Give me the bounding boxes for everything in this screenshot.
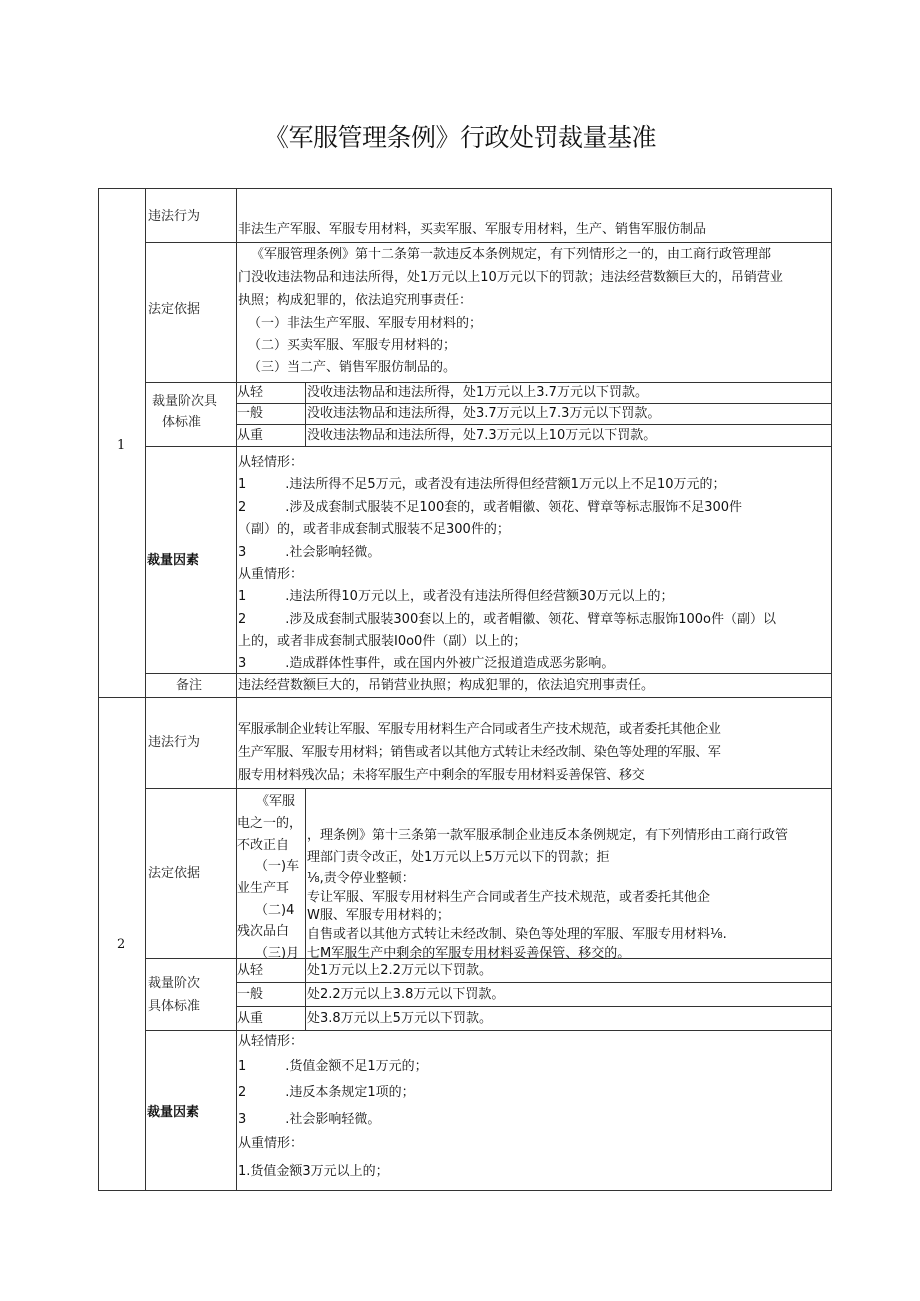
level-name: 一般 [237, 987, 264, 1002]
level-name: 从重 [237, 428, 264, 443]
entry-number: 2 [117, 937, 126, 952]
factors-label: 裁量因素 [147, 1105, 200, 1120]
factor-line: 3 .社会影响轻微。 [238, 1112, 381, 1127]
level-standard-label: 体标准 [162, 415, 202, 430]
legal-basis-line: 理部门责令改正，处1万元以上5万元以下的罚款；拒 [307, 850, 610, 865]
factor-line: 3 .社会影响轻微。 [238, 545, 381, 560]
level-row-divider [236, 1006, 832, 1007]
legal-basis-label: 法定依据 [148, 302, 201, 317]
legal-basis-line: 七M军服生产中剩余的军服专用材料妥善保管、移交的。 [307, 946, 631, 961]
legal-basis-line: ⅛,责令停业整顿： [307, 871, 415, 886]
factor-line: 从重情形： [238, 1136, 304, 1151]
level-content: 没收违法物品和违法所得，处3.7万元以上7.3万元以下罚款。 [307, 406, 661, 421]
level-divider-1 [305, 382, 306, 446]
legal-basis-line: ，理条例》第十三条第一款军服承制企业违反本条例规定，有下列情形由工商行政管 [307, 828, 789, 843]
violation-text: 非法生产军服、军服专用材料，买卖军服、军服专用材料，生产、销售军服仿制品 [238, 222, 707, 237]
basis-split-divider-2 [305, 788, 306, 958]
factor-line: 1.货值金额3万元以上的； [238, 1164, 389, 1179]
number-column-divider [145, 188, 146, 1191]
factors-label: 裁量因素 [147, 553, 200, 568]
row-divider [145, 788, 832, 789]
level-standard-label: 裁量阶次 [148, 976, 201, 991]
remarks-text: 违法经营数额巨大的，吊销营业执照；构成犯罪的，依法追究刑事责任。 [238, 678, 655, 693]
legal-basis-left: （二)4 [255, 903, 295, 918]
level-standard-label: 具体标准 [148, 999, 201, 1014]
level-content: 没收违法物品和违法所得，处1万元以上3.7万元以下罚款。 [307, 385, 648, 400]
factor-line: 从重情形： [238, 567, 304, 582]
row-divider [145, 242, 832, 243]
legal-basis-line: 门没收违法物品和违法所得，处1万元以上10万元以下的罚款；违法经营数额巨大的，吊销营业 [238, 270, 783, 285]
legal-basis-line: （三）当二产、销售军服仿制品的。 [248, 360, 457, 375]
legal-basis-left: 业生产耳 [237, 881, 290, 896]
violation-line: 服专用材料残次品；未将军服生产中剩余的军服专用材料妥善保管、移交 [238, 768, 645, 783]
factor-line: （副）的，或者非成套制式服装不足300件的； [238, 522, 510, 537]
factor-line: 2 .涉及成套制式服装300套以上的，或者帽徽、领花、臂章等标志服饰100o件（副）以 [238, 612, 776, 627]
level-name: 从轻 [237, 963, 264, 978]
factor-line: 从轻情形： [238, 1034, 304, 1049]
factor-line: 1 .违法所得不足5万元，或者没有违法所得但经营额1万元以上不足10万元的； [238, 477, 726, 492]
legal-basis-label: 法定依据 [148, 866, 201, 881]
factor-line: 1 .违法所得10万元以上，或者没有违法所得但经营额30万元以上的； [238, 589, 674, 604]
legal-basis-line: 专让军服、军服专用材料生产合同或者生产技术规范，或者委托其他企 [307, 890, 711, 905]
factor-line: 2 .涉及成套制式服装不足100套的，或者帽徽、领花、臂章等标志服饰不足300件 [238, 500, 743, 515]
factor-line: 上的，或者非成套制式服装I0o0件（副）以上的； [238, 634, 527, 649]
factor-line: 从轻情形： [238, 455, 304, 470]
factor-line: 2 .违反本条规定1项的； [238, 1085, 415, 1100]
level-content: 处2.2万元以上3.8万元以下罚款。 [307, 987, 505, 1002]
violation-label: 违法行为 [148, 735, 201, 750]
remarks-label: 备注 [176, 678, 203, 693]
level-content: 没收违法物品和违法所得，处7.3万元以上10万元以下罚款。 [307, 428, 657, 443]
factor-line: 3 .造成群体性事件，或在国内外被广泛报道造成恶劣影响。 [238, 656, 615, 671]
legal-basis-left: （三)月 [255, 946, 300, 961]
legal-basis-left: 《军服 [256, 794, 296, 809]
level-content: 处1万元以上2.2万元以下罚款。 [307, 963, 492, 978]
legal-basis-line: 自售或者以其他方式转让未经改制、染色等处理的军服、军服专用材料⅛. [307, 927, 727, 942]
level-divider-2 [305, 958, 306, 1030]
factor-line: 1 .货值金额不足1万元的； [238, 1059, 428, 1074]
legal-basis-line: 《军服管理条例》第十二条第一款违反本条例规定，有下列情形之一的，由工商行政管理部 [251, 247, 772, 262]
page-title: 《军服管理条例》行政处罚裁量基准 [263, 123, 656, 152]
level-name: 从重 [237, 1011, 264, 1026]
legal-basis-line: （一）非法生产军服、军服专用材料的； [248, 316, 483, 331]
legal-basis-line: （二）买卖军服、军服专用材料的； [248, 338, 457, 353]
legal-basis-line: W服、军服专用材料的； [307, 908, 450, 923]
entry-number: 1 [117, 438, 126, 453]
row-divider [145, 1030, 832, 1031]
violation-line: 生产军服、军服专用材料；销售或者以其他方式转让未经改制、染色等处理的军服、军 [238, 745, 721, 760]
legal-basis-left: 电之一的， [237, 816, 303, 831]
entry-divider [98, 697, 832, 698]
legal-basis-left: 残次品白 [237, 924, 290, 939]
legal-basis-left: 不改正自 [237, 838, 290, 853]
label-column-divider [236, 188, 237, 1191]
level-content: 处3.8万元以上5万元以下罚款。 [307, 1011, 492, 1026]
level-row-divider [236, 982, 832, 983]
violation-label: 违法行为 [148, 209, 201, 224]
level-row-divider [236, 424, 832, 425]
level-standard-label: 裁量阶次具 [152, 394, 218, 409]
level-name: 从轻 [237, 385, 264, 400]
row-divider [145, 446, 832, 447]
level-name: 一般 [237, 406, 264, 421]
legal-basis-left: （一)车 [255, 859, 300, 874]
legal-basis-line: 执照；构成犯罪的，依法追究刑事责任： [238, 293, 473, 308]
violation-line: 军服承制企业转让军服、军服专用材料生产合同或者生产技术规范，或者委托其他企业 [238, 722, 721, 737]
